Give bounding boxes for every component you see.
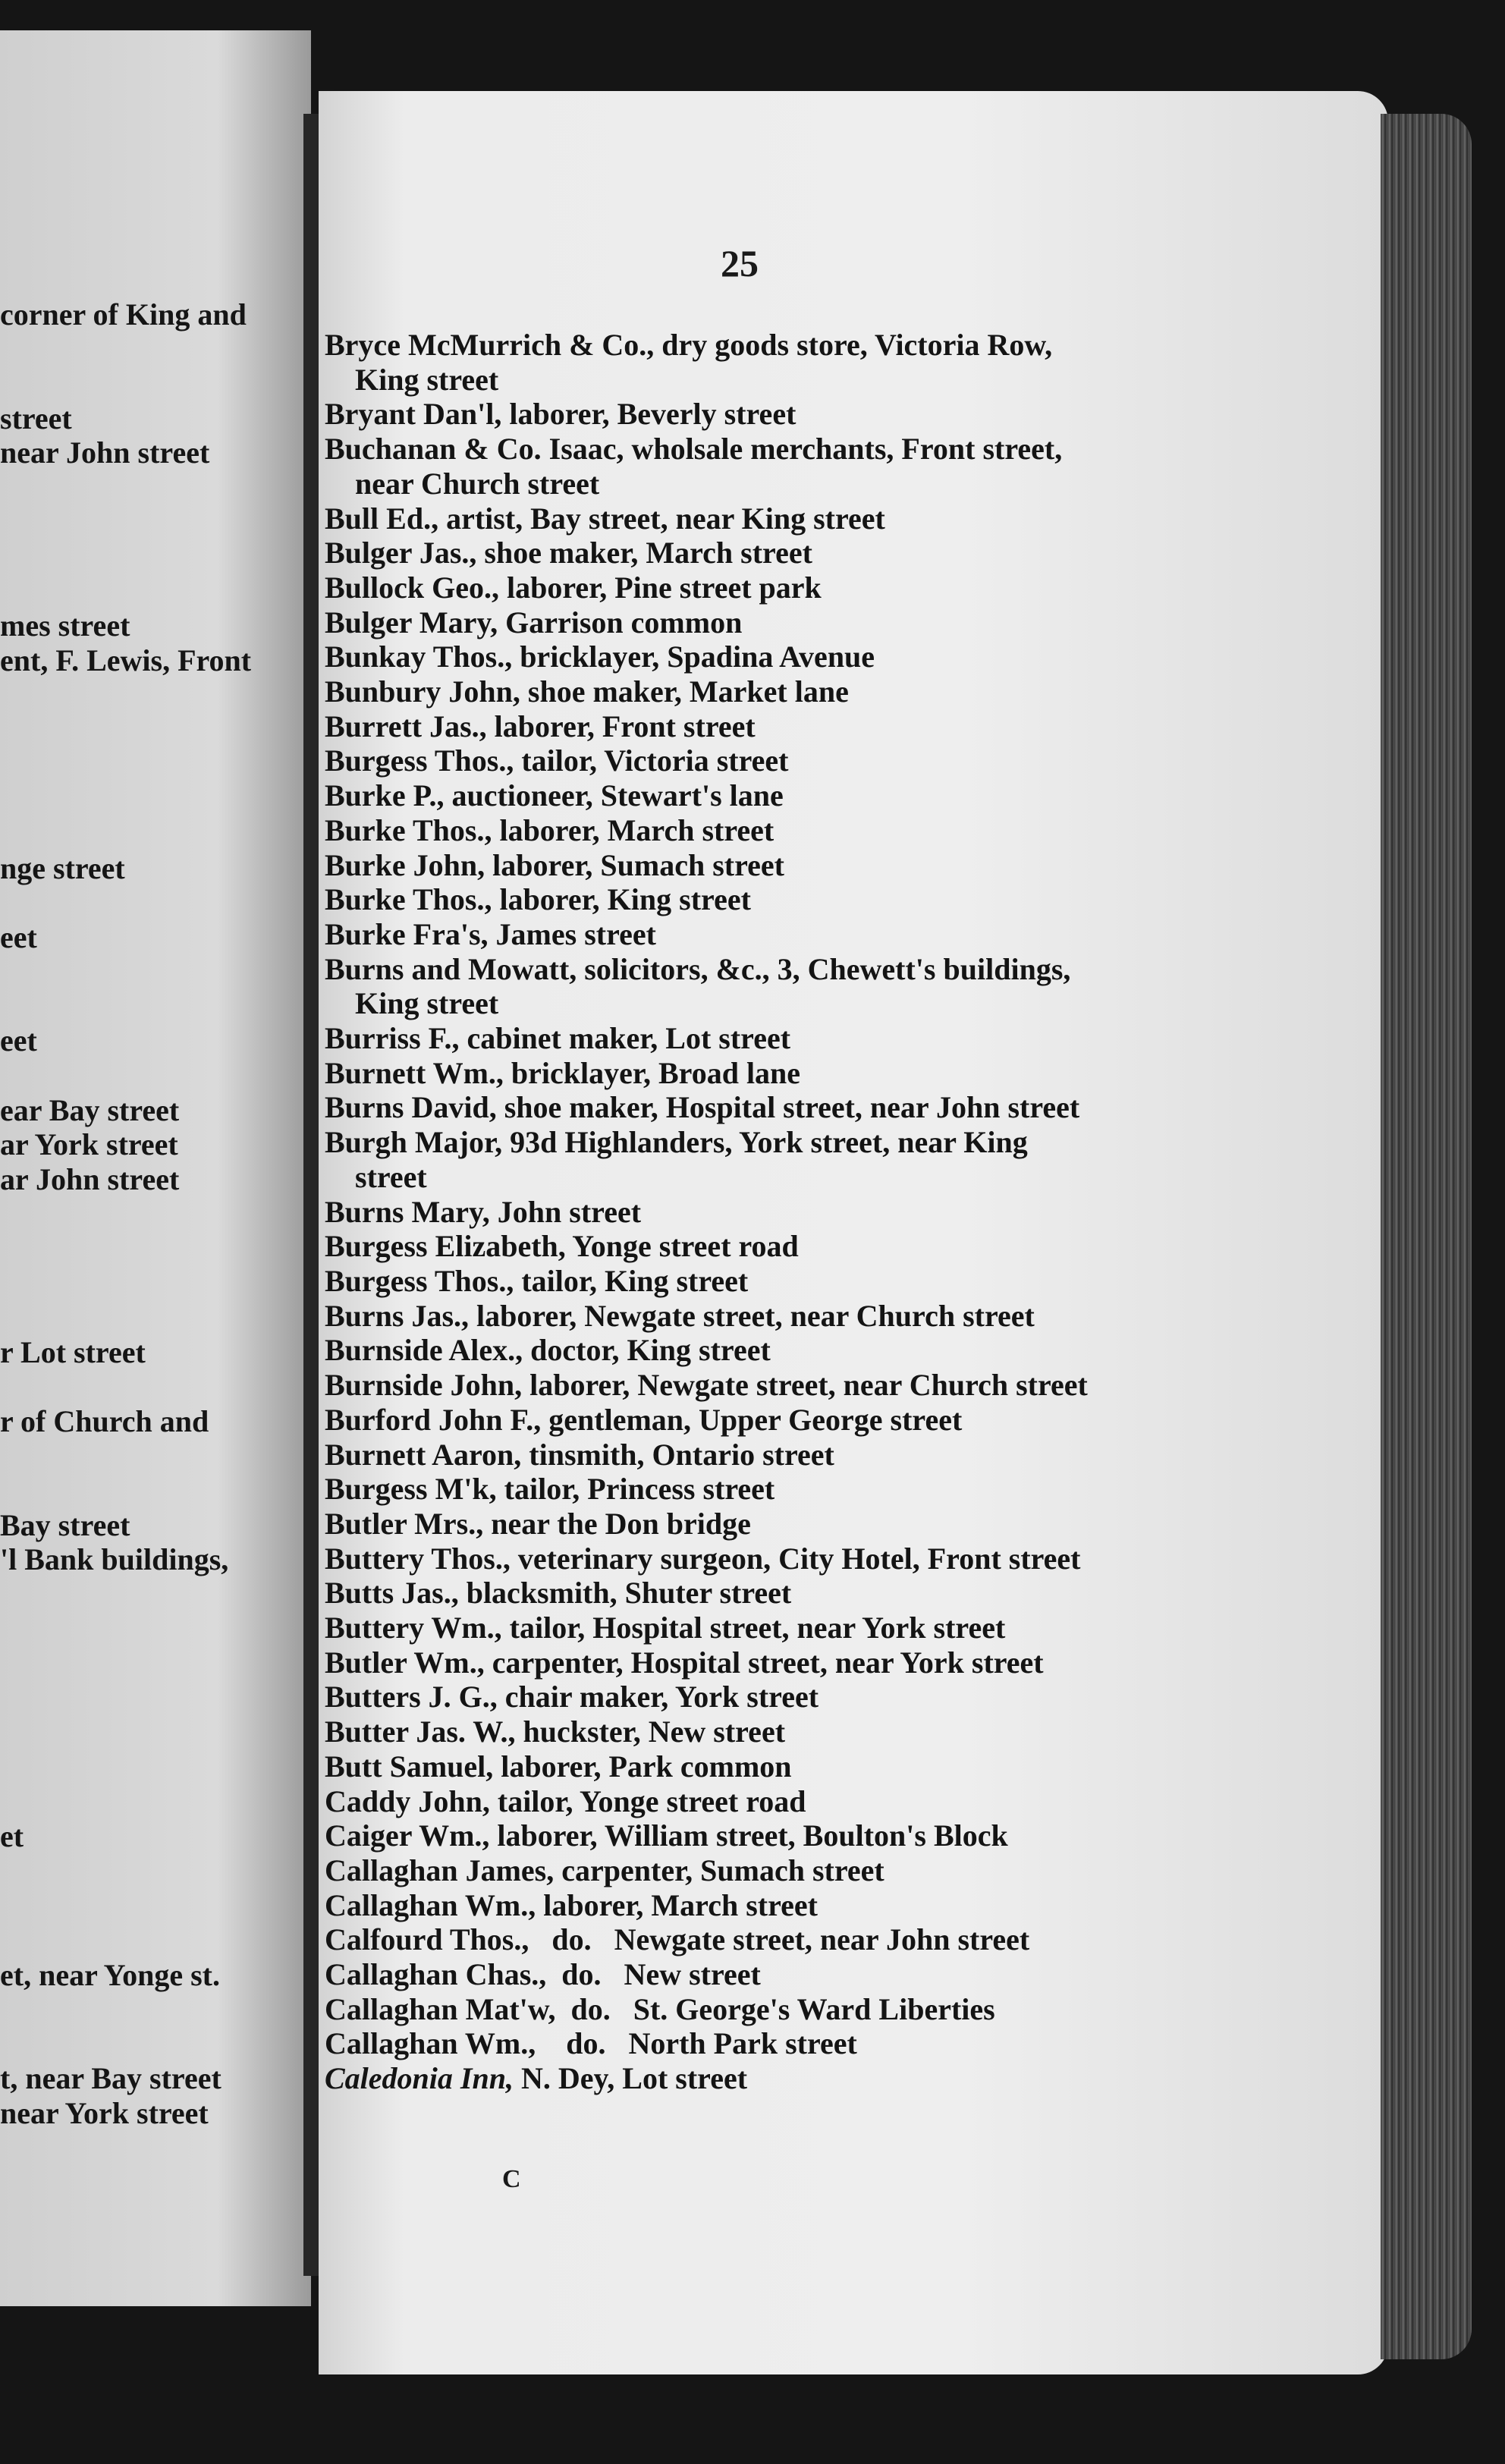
left-page-line xyxy=(0,1612,296,1647)
directory-entry xyxy=(325,328,1189,397)
left-page-line xyxy=(0,1785,296,1820)
left-page-line: 'l Bank buildings, xyxy=(0,1542,229,1577)
directory-entries xyxy=(325,328,1189,2096)
entry-text: Burgess Thos., tailor, King street xyxy=(325,1263,749,1298)
entry-text: Bryant Dan'l, laborer, Beverly street xyxy=(325,397,796,432)
left-page-line xyxy=(0,539,296,574)
left-page-line: t, near Bay street xyxy=(0,2061,222,2096)
left-page-line xyxy=(0,366,296,401)
entry-text: Caddy John, tailor, Yonge street road xyxy=(325,1784,806,1818)
directory-entry xyxy=(325,1333,1189,1368)
left-page-line: mes street xyxy=(0,608,130,643)
directory-entry xyxy=(325,778,1189,813)
left-page-line: r Lot street xyxy=(0,1334,146,1369)
directory-entry xyxy=(325,1957,1189,1992)
left-page-line xyxy=(0,1923,296,1958)
entry-text: Burnett Aaron, tinsmith, Ontario street xyxy=(325,1437,834,1472)
directory-entry xyxy=(325,1922,1189,1957)
entry-text: Butts Jas., blacksmith, Shuter street xyxy=(325,1576,792,1611)
entry-text: Butters J. G., chair maker, York street xyxy=(325,1680,819,1714)
left-page-line xyxy=(0,1439,296,1474)
directory-entry xyxy=(325,917,1189,952)
entry-text: Callaghan Chas., do. New street xyxy=(325,1957,761,1992)
left-page-line xyxy=(0,1058,296,1093)
left-page-line: eet xyxy=(0,919,37,954)
directory-entry xyxy=(325,570,1189,605)
left-page-line: ear Bay street xyxy=(0,1092,180,1127)
entry-text: Callaghan Wm., do. North Park street xyxy=(325,2026,857,2061)
entry-text: Burke Thos., laborer, March street xyxy=(325,812,774,847)
directory-entry xyxy=(325,1090,1189,1125)
directory-entry xyxy=(325,1368,1189,1403)
left-page-line xyxy=(0,1231,296,1266)
directory-entry xyxy=(325,432,1189,501)
directory-entry xyxy=(325,1576,1189,1611)
entry-continuation: street xyxy=(355,1159,427,1194)
directory-entry xyxy=(325,2026,1189,2061)
entry-text: Burgess Elizabeth, Yonge street road xyxy=(325,1229,799,1264)
entry-text: Butler Wm., carpenter, Hospital street, near York street xyxy=(325,1645,1044,1680)
entry-text: Burke Thos., laborer, King street xyxy=(325,882,751,917)
directory-entry xyxy=(325,1784,1189,1819)
directory-entry xyxy=(325,1680,1189,1714)
directory-entry xyxy=(325,882,1189,917)
entry-text: N. Dey, Lot street xyxy=(513,2061,748,2096)
directory-entry xyxy=(325,1992,1189,2027)
left-page-line xyxy=(0,1888,296,1923)
entry-text: Burke P., auctioneer, Stewart's lane xyxy=(325,778,784,813)
entry-text: Burns Jas., laborer, Newgate street, near Church street xyxy=(325,1298,1035,1333)
directory-entry xyxy=(325,536,1189,570)
entry-text: Burrett Jas., laborer, Front street xyxy=(325,709,756,743)
entry-text: Burnett Wm., bricklayer, Broad lane xyxy=(325,1055,801,1090)
left-page-line xyxy=(0,1646,296,1681)
directory-entry xyxy=(325,605,1189,640)
entry-text: Burgess M'k, tailor, Princess street xyxy=(325,1472,775,1507)
book-page-edges xyxy=(1381,114,1472,2359)
left-page-line xyxy=(0,1369,296,1404)
left-page-line xyxy=(0,989,296,1024)
entry-text: Bulger Mary, Garrison common xyxy=(325,605,743,640)
left-page-line xyxy=(0,1854,296,1889)
left-page-line: near York street xyxy=(0,2095,209,2130)
entry-text: Calfourd Thos., do. Newgate street, near John street xyxy=(325,1922,1030,1957)
entry-text: Burns Mary, John street xyxy=(325,1194,642,1229)
entry-text: Burnside John, laborer, Newgate street, near Church street xyxy=(325,1368,1088,1403)
entry-text: Callaghan Mat'w, do. St. George's Ward Liberties xyxy=(325,1991,995,2026)
directory-entry xyxy=(325,1056,1189,1091)
left-page-line xyxy=(0,1681,296,1716)
entry-text: Bunkay Thos., bricklayer, Spadina Avenue xyxy=(325,640,875,674)
left-page-line xyxy=(0,712,296,747)
left-page-line xyxy=(0,1715,296,1750)
entry-text: Burke Fra's, James street xyxy=(325,916,656,951)
left-page-line: eet xyxy=(0,1023,37,1058)
directory-entry xyxy=(325,1542,1189,1576)
entry-text: Burns David, shoe maker, Hospital street, near John street xyxy=(325,1090,1080,1125)
directory-entry xyxy=(325,1438,1189,1472)
entry-continuation: King street xyxy=(355,986,499,1021)
left-page-line xyxy=(0,332,296,367)
left-page-line xyxy=(0,2027,296,2062)
entry-italic-name: Caledonia Inn, xyxy=(325,2061,514,2096)
directory-entry xyxy=(325,952,1189,1021)
directory-entry xyxy=(325,1749,1189,1784)
entry-text: Bulger Jas., shoe maker, March street xyxy=(325,536,812,570)
directory-entry xyxy=(325,397,1189,432)
directory-entry xyxy=(325,640,1189,674)
left-page-line: nge street xyxy=(0,850,125,885)
directory-entry xyxy=(325,1611,1189,1645)
directory-entry xyxy=(325,1888,1189,1923)
entry-text: Buttery Thos., veterinary surgeon, City Hotel, Front street xyxy=(325,1541,1081,1576)
entry-text: Callaghan James, carpenter, Sumach street xyxy=(325,1853,884,1887)
directory-entry xyxy=(325,1853,1189,1888)
directory-entry xyxy=(325,1472,1189,1507)
left-page-line: corner of King and xyxy=(0,297,247,332)
entry-continuation: near Church street xyxy=(355,466,600,501)
left-page-line: et, near Yonge st. xyxy=(0,1957,220,1992)
entry-text: Burriss F., cabinet maker, Lot street xyxy=(325,1021,791,1056)
left-page-line: Bay street xyxy=(0,1507,130,1542)
entry-continuation: King street xyxy=(355,362,499,397)
book-gutter xyxy=(303,114,320,2276)
directory-entry xyxy=(325,1507,1189,1542)
directory-entry xyxy=(325,674,1189,709)
left-page-line xyxy=(0,1196,296,1231)
left-page-line xyxy=(0,470,296,505)
directory-entry xyxy=(325,501,1189,536)
left-page-text-column xyxy=(0,297,296,2130)
entry-text: Burgh Major, 93d Highlanders, York street, near King xyxy=(325,1125,1028,1160)
entry-text: Buchanan & Co. Isaac, wholsale merchants, Front street, xyxy=(325,432,1063,467)
directory-entry xyxy=(325,1645,1189,1680)
entry-text: Butter Jas. W., huckster, New street xyxy=(325,1714,786,1749)
entry-text: Butler Mrs., near the Don bridge xyxy=(325,1506,751,1541)
entry-text: Butt Samuel, laborer, Park common xyxy=(325,1749,792,1784)
left-page-line: ar York street xyxy=(0,1127,178,1162)
directory-entry xyxy=(325,1818,1189,1853)
left-page-line: street xyxy=(0,401,72,435)
left-page-line xyxy=(0,1577,296,1612)
left-page-line xyxy=(0,816,296,851)
directory-entry xyxy=(325,709,1189,744)
left-page-line xyxy=(0,747,296,782)
entry-text: Bunbury John, shoe maker, Market lane xyxy=(325,674,849,709)
entry-text: Burford John F., gentleman, Upper George street xyxy=(325,1402,963,1437)
left-page-line xyxy=(0,781,296,816)
page-number: 25 xyxy=(721,242,759,284)
left-page-line xyxy=(0,574,296,609)
directory-entry xyxy=(325,813,1189,848)
left-page-line: ar John street xyxy=(0,1161,180,1196)
entry-text: Buttery Wm., tailor, Hospital street, near York street xyxy=(325,1611,1006,1645)
directory-entry xyxy=(325,1714,1189,1749)
left-page-line xyxy=(0,1750,296,1785)
directory-entry xyxy=(325,1229,1189,1264)
directory-entry xyxy=(325,1299,1189,1334)
entry-text: Burgess Thos., tailor, Victoria street xyxy=(325,743,789,778)
directory-entry xyxy=(325,1195,1189,1230)
entry-text: Bull Ed., artist, Bay street, near King street xyxy=(325,501,885,536)
directory-entry xyxy=(325,1125,1189,1194)
left-page-line xyxy=(0,1992,296,2027)
entry-text: Burns and Mowatt, solicitors, &c., 3, Chewett's buildings, xyxy=(325,951,1071,986)
left-page-line xyxy=(0,678,296,713)
left-facing-page xyxy=(0,30,311,2306)
left-page-line xyxy=(0,1300,296,1335)
directory-entry xyxy=(325,2061,1189,2096)
directory-entry xyxy=(325,848,1189,883)
directory-entry xyxy=(325,1264,1189,1299)
left-page-line xyxy=(0,505,296,540)
entry-text: Burke John, laborer, Sumach street xyxy=(325,847,784,882)
signature-mark: C xyxy=(502,2165,521,2193)
directory-entry xyxy=(325,1021,1189,1056)
directory-entry xyxy=(325,1403,1189,1438)
directory-entry xyxy=(325,743,1189,778)
left-page-line: r of Church and xyxy=(0,1404,209,1438)
entry-text: Bullock Geo., laborer, Pine street park xyxy=(325,570,822,605)
entry-text: Caiger Wm., laborer, William street, Boulton's Block xyxy=(325,1818,1008,1853)
entry-text: Bryce McMurrich & Co., dry goods store, Victoria Row, xyxy=(325,328,1053,362)
left-page-line: near John street xyxy=(0,435,210,470)
left-page-line xyxy=(0,885,296,920)
entry-text: Callaghan Wm., laborer, March street xyxy=(325,1887,818,1922)
left-page-line xyxy=(0,954,296,989)
entry-text: Burnside Alex., doctor, King street xyxy=(325,1333,771,1368)
left-page-line: ent, F. Lewis, Front xyxy=(0,643,252,677)
left-page-line xyxy=(0,1473,296,1508)
left-page-line xyxy=(0,1266,296,1301)
left-page-line: et xyxy=(0,1819,24,1854)
